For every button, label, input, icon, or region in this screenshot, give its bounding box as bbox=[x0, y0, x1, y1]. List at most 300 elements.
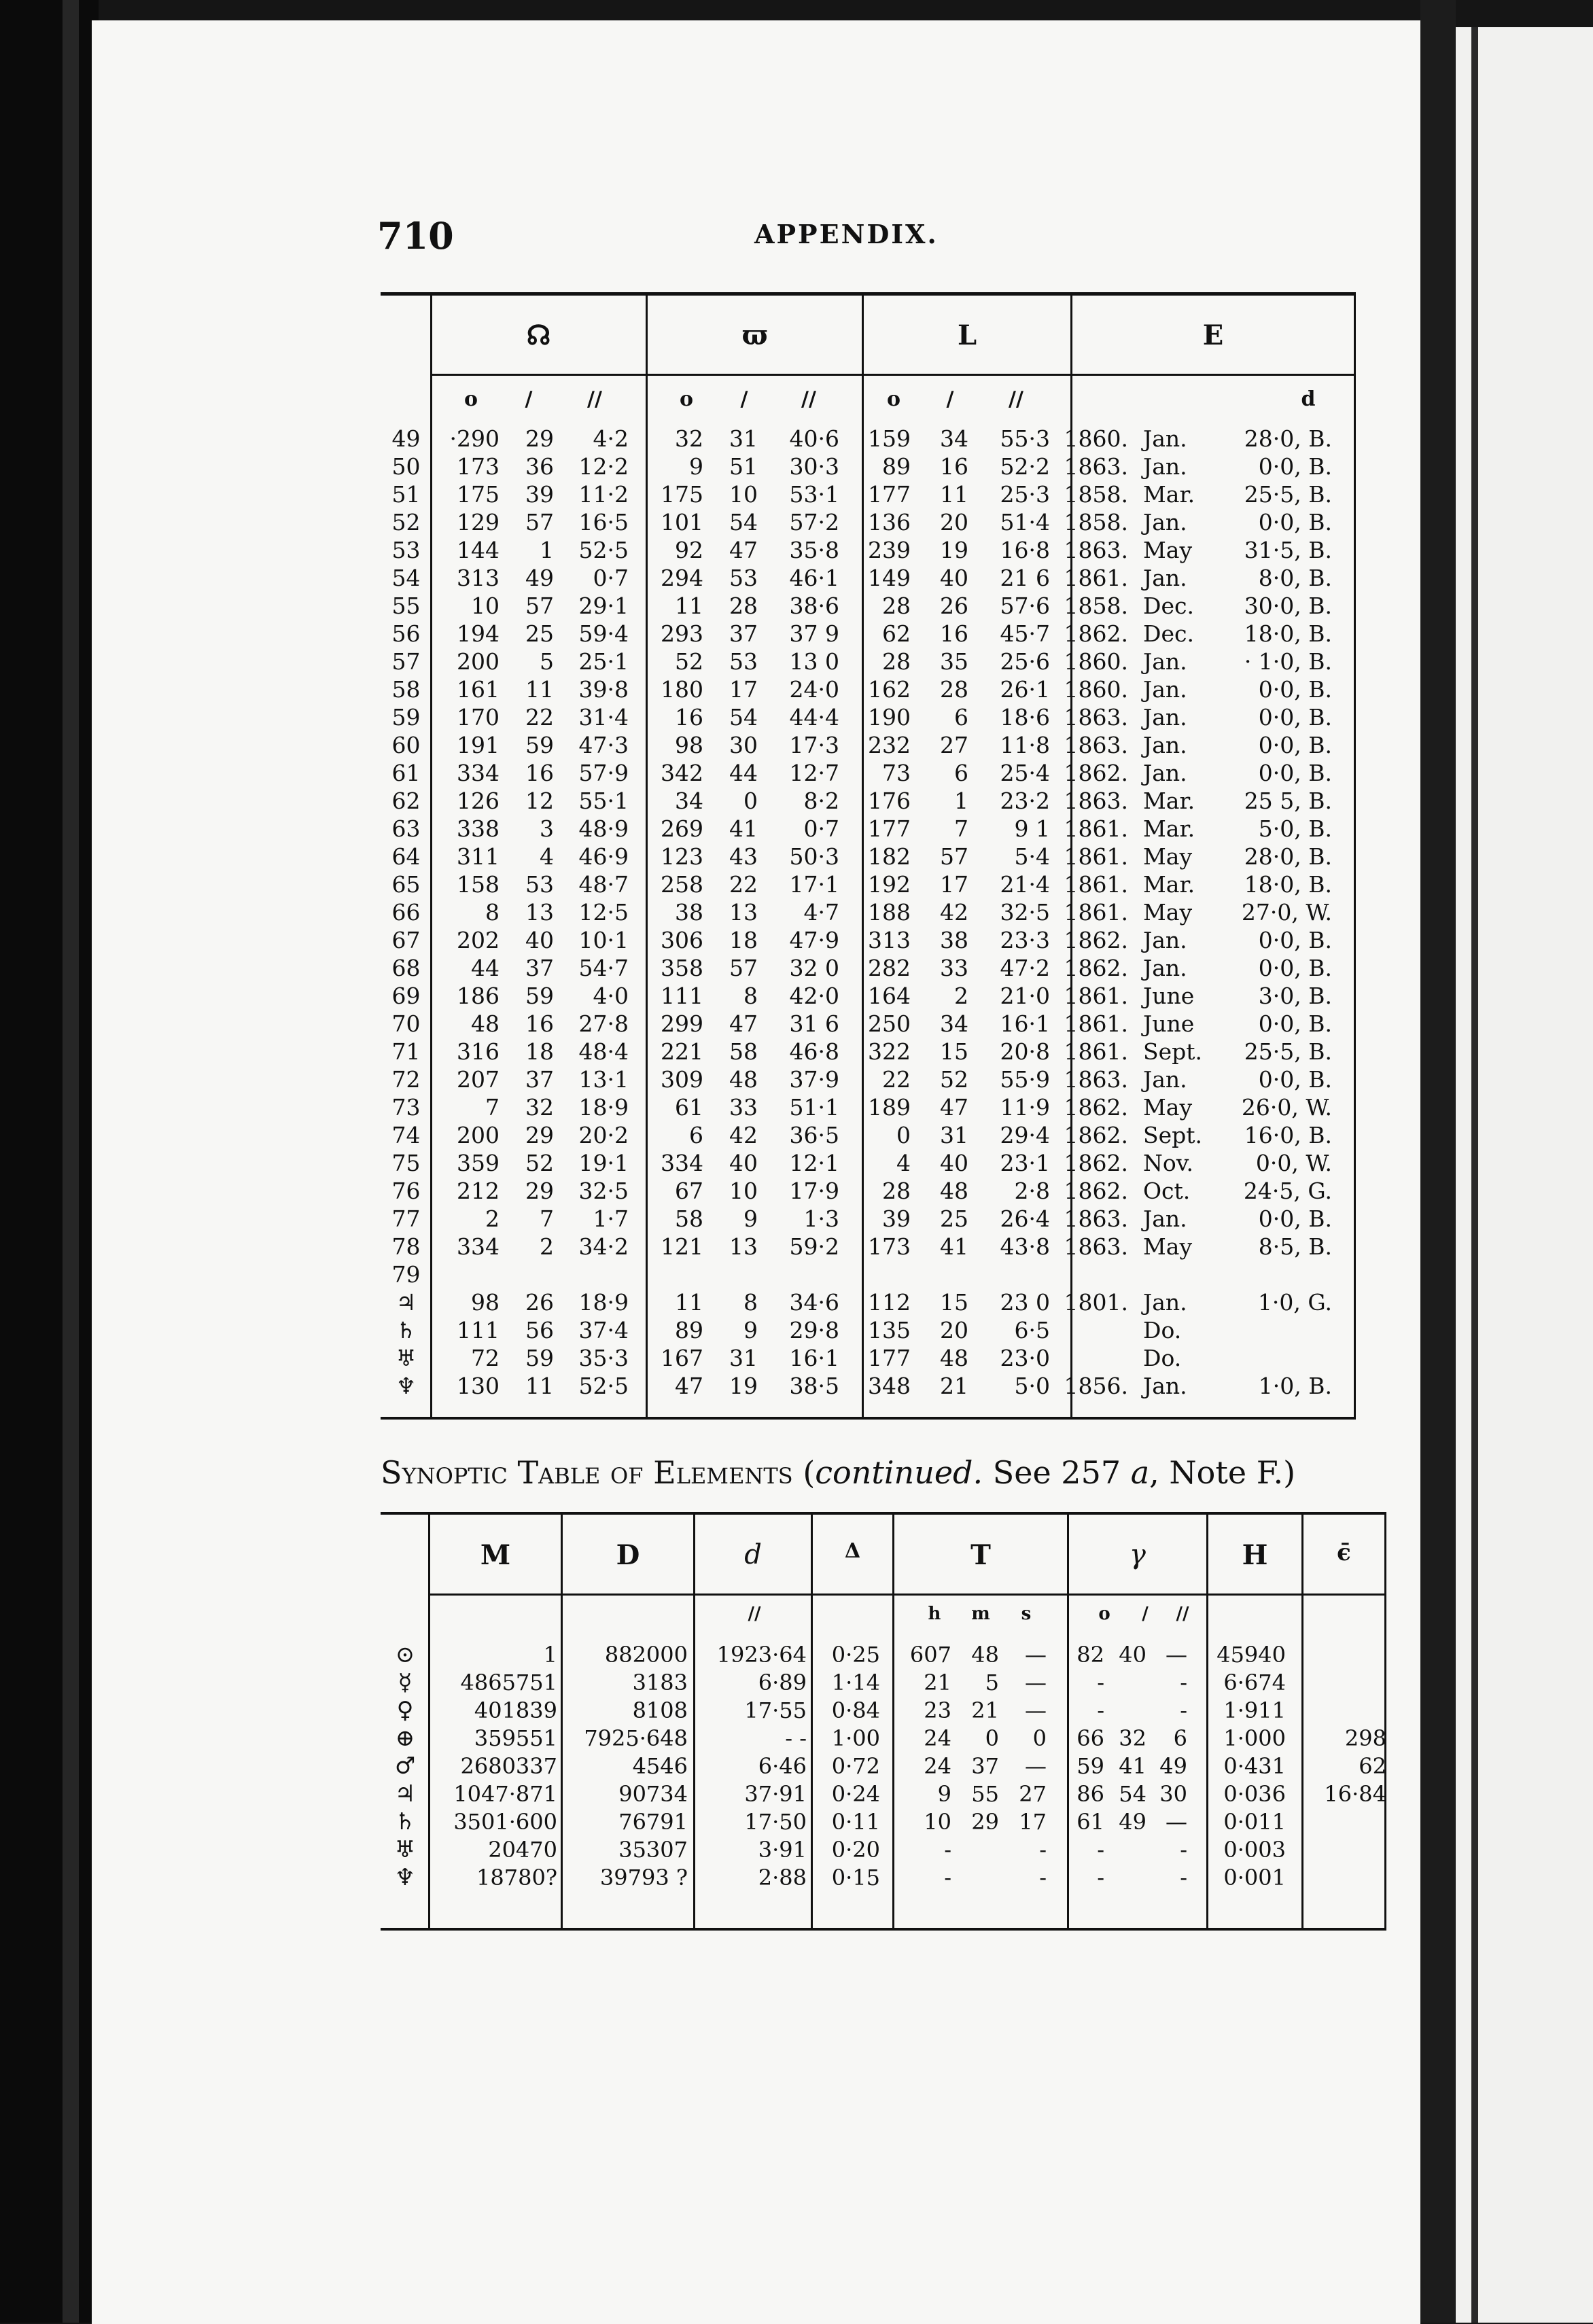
epoch-month: June bbox=[1143, 1010, 1195, 1037]
long-deg: 28 bbox=[882, 593, 911, 619]
epoch-day bbox=[1223, 1344, 1332, 1372]
epoch-month: Sept. bbox=[1143, 1122, 1203, 1148]
epoch-year: 1860. bbox=[1064, 676, 1128, 703]
node-deg: 173 bbox=[457, 453, 500, 480]
epoch-day: 25·5, B. bbox=[1244, 1038, 1332, 1065]
peri-deg: 175 bbox=[661, 481, 703, 508]
mass: 359551 bbox=[474, 1725, 557, 1751]
row-label: 79 bbox=[391, 1261, 421, 1288]
table-row bbox=[381, 480, 1332, 508]
long-sec: 26·1 bbox=[1000, 676, 1050, 703]
subtitle-word: Elements bbox=[653, 1454, 793, 1491]
long-deg: 322 bbox=[868, 1038, 911, 1065]
long-min: 11 bbox=[940, 481, 968, 508]
row-label: 57 bbox=[391, 648, 421, 675]
unit-degrees: o bbox=[886, 387, 900, 411]
epoch-day: 27·0, W. bbox=[1241, 899, 1332, 926]
long-min: 26 bbox=[940, 593, 968, 619]
long-sec: 25·3 bbox=[1000, 481, 1050, 508]
epoch-day: 1·0, B. bbox=[1258, 1373, 1332, 1399]
peri-sec: 8·2 bbox=[803, 788, 839, 814]
epoch-year: 1861. bbox=[1064, 1038, 1128, 1065]
header-gamma: γ bbox=[1130, 1539, 1146, 1570]
apparent-diameter: 17·50 bbox=[744, 1809, 807, 1835]
epoch-month: Jan. bbox=[1143, 676, 1187, 703]
epoch-month: May bbox=[1143, 843, 1193, 870]
node-sec: 39·8 bbox=[578, 676, 629, 703]
node-deg: 313 bbox=[457, 565, 500, 591]
period-s: — bbox=[1025, 1670, 1047, 1695]
node-min: 59 bbox=[525, 1345, 554, 1371]
node-sec: 10·1 bbox=[578, 927, 629, 953]
peri-deg: 294 bbox=[661, 565, 703, 591]
incl-min bbox=[1104, 1669, 1146, 1697]
unit-minutes: / bbox=[1142, 1604, 1149, 1624]
epoch-year: 1862. bbox=[1064, 927, 1128, 953]
peri-min: 53 bbox=[729, 565, 758, 591]
row-label: 62 bbox=[391, 788, 421, 814]
epoch-day: 0·0, B. bbox=[1258, 1205, 1332, 1232]
table-row bbox=[381, 870, 1332, 898]
density: 1·14 bbox=[831, 1670, 880, 1695]
long-deg: 162 bbox=[868, 676, 911, 703]
table-row bbox=[381, 703, 1332, 731]
apparent-diameter: 6·89 bbox=[758, 1670, 807, 1695]
epoch-day: 0·0, W. bbox=[1255, 1150, 1332, 1176]
peri-deg: 101 bbox=[661, 509, 703, 535]
apparent-diameter: 3·91 bbox=[758, 1837, 807, 1863]
row-label: 76 bbox=[391, 1178, 421, 1204]
node-deg: 191 bbox=[457, 732, 500, 758]
row-label: 72 bbox=[391, 1066, 421, 1093]
row-label: ♄ bbox=[396, 1317, 417, 1343]
period-m: 37 bbox=[971, 1753, 999, 1779]
node-deg: 144 bbox=[457, 537, 500, 563]
epoch-year: 1862. bbox=[1064, 1094, 1128, 1121]
long-min: 34 bbox=[940, 1010, 968, 1037]
node-deg: 2 bbox=[485, 1205, 500, 1232]
header-longitude: L bbox=[957, 319, 977, 351]
incl-min bbox=[1104, 1836, 1146, 1864]
epoch-year bbox=[1050, 1261, 1128, 1288]
node-sec bbox=[554, 1261, 629, 1288]
table-row bbox=[381, 1836, 1386, 1864]
epoch-day: 8·0, B. bbox=[1258, 565, 1332, 591]
epoch-day: 25 5, B. bbox=[1244, 788, 1332, 814]
table-row bbox=[381, 1233, 1332, 1261]
long-min: 21 bbox=[940, 1373, 968, 1399]
peri-sec: 50·3 bbox=[789, 843, 839, 870]
row-label: 52 bbox=[391, 509, 421, 535]
peri-sec: 46·8 bbox=[789, 1038, 839, 1065]
incl-sec: - bbox=[1180, 1670, 1187, 1695]
table-row bbox=[381, 1641, 1386, 1669]
period-m: 21 bbox=[971, 1697, 999, 1723]
epoch-year: 1862. bbox=[1064, 620, 1128, 647]
epoch-year: 1858. bbox=[1064, 509, 1128, 535]
epoch-day: 28·0, B. bbox=[1244, 425, 1332, 452]
epoch-day: 31·5, B. bbox=[1244, 537, 1332, 563]
peri-deg: 47 bbox=[675, 1373, 703, 1399]
table-row bbox=[381, 648, 1332, 675]
node-sec: 4·0 bbox=[593, 983, 629, 1009]
epoch-year: 1861. bbox=[1064, 871, 1128, 898]
apparent-diameter: 1923·64 bbox=[716, 1642, 807, 1668]
diameter: 76791 bbox=[618, 1809, 688, 1835]
epoch-day: 0·0, B. bbox=[1258, 1066, 1332, 1093]
incl-sec: — bbox=[1166, 1809, 1187, 1835]
epoch-day: 0·0, B. bbox=[1258, 927, 1332, 953]
body-symbol: ♀ bbox=[396, 1697, 414, 1724]
epoch-year: 1861. bbox=[1064, 1010, 1128, 1037]
node-min: 26 bbox=[525, 1289, 554, 1316]
node-deg: 334 bbox=[457, 1233, 500, 1260]
table-row bbox=[381, 759, 1332, 787]
peri-deg: 11 bbox=[675, 593, 703, 619]
long-deg: 189 bbox=[868, 1094, 911, 1121]
table-row bbox=[381, 731, 1332, 759]
page-number: 710 bbox=[377, 214, 454, 258]
long-deg: 73 bbox=[882, 760, 911, 786]
peri-deg: 52 bbox=[675, 648, 703, 675]
long-sec: 23 0 bbox=[1000, 1289, 1050, 1316]
epoch-day: 3·0, B. bbox=[1258, 983, 1332, 1009]
long-min bbox=[911, 1261, 968, 1288]
node-sec: 13·1 bbox=[578, 1066, 629, 1093]
ellipticity bbox=[1286, 1808, 1386, 1836]
node-sec: 32·5 bbox=[578, 1178, 629, 1204]
unit-days: d bbox=[1301, 387, 1316, 411]
peri-deg: 180 bbox=[661, 676, 703, 703]
epoch-day: 28·0, B. bbox=[1244, 843, 1332, 870]
peri-sec: 0·7 bbox=[803, 815, 839, 842]
node-min bbox=[500, 1261, 554, 1288]
epoch-month: Jan. bbox=[1143, 1289, 1187, 1316]
peri-deg: 306 bbox=[661, 927, 703, 953]
peri-sec: 12·1 bbox=[789, 1150, 839, 1176]
long-sec: 11·9 bbox=[1000, 1094, 1050, 1121]
unit-seconds: // bbox=[748, 1604, 761, 1624]
row-label: 55 bbox=[391, 593, 421, 619]
mass: 2680337 bbox=[460, 1753, 557, 1779]
diameter: 39793 ? bbox=[599, 1865, 688, 1890]
table-row bbox=[381, 1808, 1386, 1836]
gravity: 0·431 bbox=[1223, 1753, 1286, 1779]
table-row bbox=[381, 926, 1332, 954]
epoch-day: 16·0, B. bbox=[1244, 1122, 1332, 1148]
long-min: 28 bbox=[940, 676, 968, 703]
row-label: ♃ bbox=[396, 1289, 417, 1316]
epoch-month: Mar. bbox=[1143, 815, 1195, 842]
subtitle-paren: ( bbox=[803, 1454, 816, 1491]
long-sec: 32·5 bbox=[1000, 899, 1050, 926]
epoch-year: 1863. bbox=[1064, 732, 1128, 758]
table-row bbox=[381, 1864, 1386, 1892]
diameter: 4546 bbox=[632, 1753, 688, 1779]
ellipticity: 62 bbox=[1359, 1753, 1386, 1779]
long-min: 31 bbox=[940, 1122, 968, 1148]
incl-min: 32 bbox=[1119, 1725, 1146, 1751]
node-sec: 54·7 bbox=[578, 955, 629, 981]
peri-min: 40 bbox=[729, 1150, 758, 1176]
epoch-month: Mar. bbox=[1143, 871, 1195, 898]
node-sec: 29·1 bbox=[578, 593, 629, 619]
long-sec: 21·0 bbox=[1000, 983, 1050, 1009]
long-deg: 188 bbox=[868, 899, 911, 926]
node-deg: 200 bbox=[457, 1122, 500, 1148]
table-row bbox=[381, 1372, 1332, 1400]
node-sec: 0·7 bbox=[593, 565, 629, 591]
table-row bbox=[381, 1149, 1332, 1177]
peri-sec: 36·5 bbox=[789, 1122, 839, 1148]
period-h: 607 bbox=[909, 1642, 951, 1668]
mass: 3501·600 bbox=[453, 1809, 557, 1835]
adjacent-page-border bbox=[1471, 27, 1478, 2323]
synoptic-table bbox=[381, 1512, 1386, 1933]
body-symbol: ♂ bbox=[394, 1753, 416, 1780]
node-deg: 111 bbox=[457, 1317, 500, 1343]
long-sec: 16·8 bbox=[1000, 537, 1050, 563]
node-deg: 130 bbox=[457, 1373, 500, 1399]
epoch-month: Mar. bbox=[1143, 481, 1195, 508]
ellipticity bbox=[1286, 1669, 1386, 1697]
epoch-day: 0·0, B. bbox=[1258, 509, 1332, 535]
long-sec: 6·5 bbox=[1014, 1317, 1050, 1343]
peri-min: 19 bbox=[729, 1373, 758, 1399]
node-sec: 35·3 bbox=[578, 1345, 629, 1371]
epoch-month: Mar. bbox=[1143, 788, 1195, 814]
peri-min: 42 bbox=[729, 1122, 758, 1148]
epoch-month: May bbox=[1143, 537, 1193, 563]
node-sec: 55·1 bbox=[578, 788, 629, 814]
long-deg: 62 bbox=[882, 620, 911, 647]
peri-sec: 17·1 bbox=[789, 871, 839, 898]
table-body bbox=[381, 1641, 1386, 1892]
section-subtitle bbox=[381, 1454, 1295, 1491]
long-sec: 25·4 bbox=[1000, 760, 1050, 786]
gravity: 6·674 bbox=[1223, 1670, 1286, 1695]
epoch-day: 18·0, B. bbox=[1244, 620, 1332, 647]
row-label: ♅ bbox=[396, 1345, 417, 1371]
book-spine-strip bbox=[63, 0, 79, 2323]
gravity: 0·036 bbox=[1223, 1781, 1286, 1807]
peri-deg: 299 bbox=[661, 1010, 703, 1037]
table-row bbox=[381, 564, 1332, 592]
peri-sec: 46·1 bbox=[789, 565, 839, 591]
incl-min bbox=[1104, 1697, 1146, 1725]
header-epsilon: ϵ̄ bbox=[1337, 1539, 1351, 1566]
node-deg: 186 bbox=[457, 983, 500, 1009]
node-min: 12 bbox=[525, 788, 554, 814]
peri-deg: 221 bbox=[661, 1038, 703, 1065]
peri-sec: 40·6 bbox=[789, 425, 839, 452]
long-min: 7 bbox=[954, 815, 968, 842]
long-sec: 5·4 bbox=[1014, 843, 1050, 870]
epoch-year: 1860. bbox=[1064, 648, 1128, 675]
body-symbol: ⊕ bbox=[395, 1725, 415, 1752]
row-label: 64 bbox=[391, 843, 421, 870]
apparent-diameter: 37·91 bbox=[744, 1781, 807, 1807]
row-label: 59 bbox=[391, 704, 421, 730]
epoch-month: Jan. bbox=[1143, 927, 1187, 953]
table-row bbox=[381, 536, 1332, 564]
node-deg: 316 bbox=[457, 1038, 500, 1065]
row-label: 71 bbox=[391, 1038, 421, 1065]
mass: 1 bbox=[543, 1642, 557, 1668]
gravity: 0·011 bbox=[1223, 1809, 1286, 1835]
apparent-diameter: 2·88 bbox=[758, 1865, 807, 1890]
epoch-year: 1863. bbox=[1064, 704, 1128, 730]
peri-deg: 89 bbox=[675, 1317, 703, 1343]
mass: 401839 bbox=[474, 1697, 557, 1723]
epoch-month: Oct. bbox=[1143, 1178, 1191, 1204]
table-row bbox=[381, 1316, 1332, 1344]
peri-min: 47 bbox=[729, 537, 758, 563]
table-row bbox=[381, 954, 1332, 982]
node-deg bbox=[432, 1261, 500, 1288]
long-deg: 135 bbox=[868, 1317, 911, 1343]
node-min: 36 bbox=[525, 453, 554, 480]
long-min: 6 bbox=[954, 704, 968, 730]
node-deg: 334 bbox=[457, 760, 500, 786]
node-deg: 207 bbox=[457, 1066, 500, 1093]
diameter: 3183 bbox=[632, 1670, 688, 1695]
period-s: 27 bbox=[1019, 1781, 1047, 1807]
gravity: 1·000 bbox=[1223, 1725, 1286, 1751]
subtitle-continued: continued. bbox=[815, 1454, 983, 1491]
long-sec: 51·4 bbox=[1000, 509, 1050, 535]
long-deg: 176 bbox=[868, 788, 911, 814]
epoch-day: 0·0, B. bbox=[1258, 704, 1332, 730]
peri-sec: 24·0 bbox=[789, 676, 839, 703]
long-min: 2 bbox=[954, 983, 968, 1009]
peri-sec: 16·1 bbox=[789, 1345, 839, 1371]
mass: 18780? bbox=[476, 1865, 557, 1890]
long-sec: 18·6 bbox=[1000, 704, 1050, 730]
long-min: 15 bbox=[940, 1289, 968, 1316]
diameter: 882000 bbox=[604, 1642, 688, 1668]
incl-deg: - bbox=[1097, 1697, 1104, 1723]
peri-sec bbox=[758, 1261, 839, 1288]
peri-deg: 269 bbox=[661, 815, 703, 842]
table-row bbox=[381, 1261, 1332, 1288]
peri-deg: 342 bbox=[661, 760, 703, 786]
unit-degrees: o bbox=[1098, 1604, 1110, 1624]
mass: 20470 bbox=[488, 1837, 557, 1863]
table-row bbox=[381, 815, 1332, 843]
gravity: 45940 bbox=[1216, 1642, 1286, 1668]
peri-min: 13 bbox=[729, 899, 758, 926]
incl-deg: - bbox=[1097, 1837, 1104, 1863]
table-row bbox=[381, 1697, 1386, 1725]
long-deg: 149 bbox=[868, 565, 911, 591]
table-row bbox=[381, 1066, 1332, 1093]
long-sec: 23·3 bbox=[1000, 927, 1050, 953]
node-min: 29 bbox=[525, 1122, 554, 1148]
subtitle-see: See 257 bbox=[983, 1454, 1131, 1491]
epoch-month: Dec. bbox=[1143, 620, 1194, 647]
node-sec: 31·4 bbox=[578, 704, 629, 730]
unit-seconds: // bbox=[1009, 387, 1023, 411]
peri-sec: 35·8 bbox=[789, 537, 839, 563]
unit-seconds: // bbox=[587, 387, 602, 411]
row-label: 70 bbox=[391, 1010, 421, 1037]
node-sec: 48·7 bbox=[578, 871, 629, 898]
incl-sec: - bbox=[1180, 1697, 1187, 1723]
node-sec: 20·2 bbox=[578, 1122, 629, 1148]
row-label: 66 bbox=[391, 899, 421, 926]
node-deg: 44 bbox=[471, 955, 500, 981]
epoch-year: 1861. bbox=[1064, 843, 1128, 870]
incl-sec: 49 bbox=[1159, 1753, 1187, 1779]
table-row bbox=[381, 1344, 1332, 1372]
node-deg: 129 bbox=[457, 509, 500, 535]
row-label: 67 bbox=[391, 927, 421, 953]
long-min: 20 bbox=[940, 509, 968, 535]
body-symbol: ☿ bbox=[398, 1669, 413, 1696]
epoch-month: Dec. bbox=[1143, 593, 1194, 619]
peri-deg: 11 bbox=[675, 1289, 703, 1316]
header-ascending-node: ☊ bbox=[526, 319, 551, 351]
unit-degrees: o bbox=[463, 387, 478, 411]
table-header-rule bbox=[432, 374, 1356, 376]
peri-min: 8 bbox=[743, 983, 758, 1009]
period-s: - bbox=[1039, 1865, 1047, 1890]
peri-min: 53 bbox=[729, 648, 758, 675]
incl-sec: 6 bbox=[1173, 1725, 1187, 1751]
long-sec: 29·4 bbox=[1000, 1122, 1050, 1148]
long-deg: 4 bbox=[896, 1150, 911, 1176]
epoch-day: 0·0, B. bbox=[1258, 760, 1332, 786]
node-sec: 48·9 bbox=[578, 815, 629, 842]
peri-deg: 111 bbox=[661, 983, 703, 1009]
incl-deg: - bbox=[1097, 1865, 1104, 1890]
period-m: 0 bbox=[985, 1725, 999, 1751]
node-min: 3 bbox=[540, 815, 554, 842]
table-row bbox=[381, 982, 1332, 1010]
peri-deg: 334 bbox=[661, 1150, 703, 1176]
ellipticity: 298 bbox=[1344, 1725, 1386, 1751]
node-deg: 194 bbox=[457, 620, 500, 647]
peri-sec: 47·9 bbox=[789, 927, 839, 953]
epoch-year: 1862. bbox=[1064, 1150, 1128, 1176]
node-sec: 52·5 bbox=[578, 1373, 629, 1399]
peri-sec: 17·9 bbox=[789, 1178, 839, 1204]
peri-deg: 34 bbox=[675, 788, 703, 814]
node-min: 29 bbox=[525, 425, 554, 452]
peri-deg: 32 bbox=[675, 425, 703, 452]
long-sec: 57·6 bbox=[1000, 593, 1050, 619]
peri-sec: 29·8 bbox=[789, 1317, 839, 1343]
period-m: 29 bbox=[971, 1809, 999, 1835]
density: 0·84 bbox=[831, 1697, 880, 1723]
unit-minutes: / bbox=[946, 387, 954, 411]
node-sec: 12·2 bbox=[578, 453, 629, 480]
diameter: 90734 bbox=[618, 1781, 688, 1807]
header-perihelion: ϖ bbox=[741, 319, 768, 351]
unit-minutes: / bbox=[740, 387, 748, 411]
ellipticity bbox=[1286, 1697, 1386, 1725]
epoch-day: 24·5, G. bbox=[1243, 1178, 1332, 1204]
body-symbol: ♃ bbox=[394, 1780, 416, 1808]
peri-sec: 4·7 bbox=[803, 899, 839, 926]
long-sec: 9 1 bbox=[1014, 815, 1050, 842]
period-h: 24 bbox=[924, 1725, 951, 1751]
node-sec: 18·9 bbox=[578, 1094, 629, 1121]
peri-min bbox=[703, 1261, 758, 1288]
diameter: 7925·648 bbox=[584, 1725, 688, 1751]
epoch-day: 26·0, W. bbox=[1241, 1094, 1332, 1121]
